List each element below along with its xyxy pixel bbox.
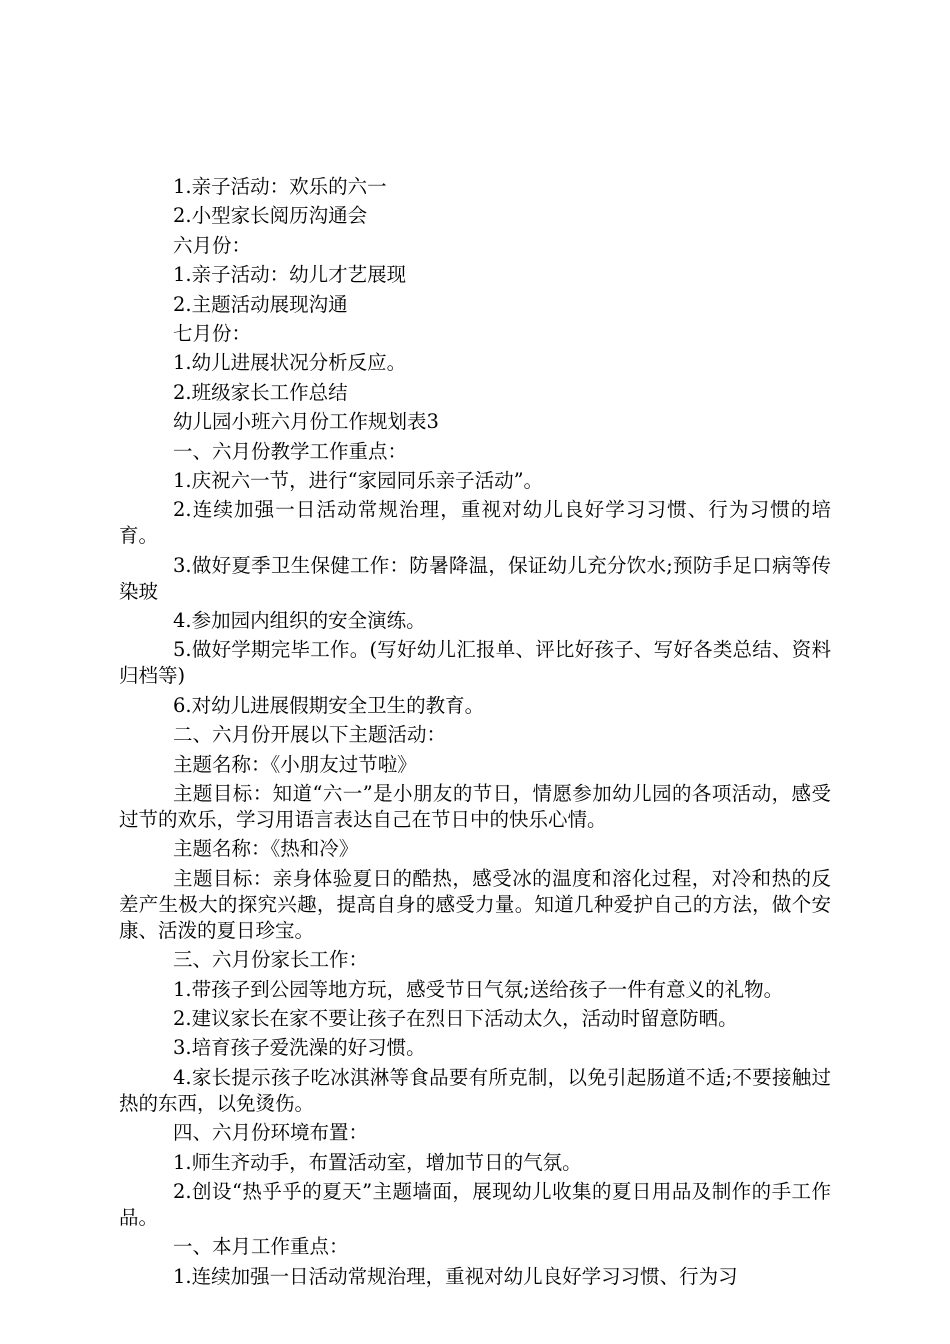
- paragraph: 主题目标：知道“六一”是小朋友的节日，情愿参加幼儿园的各项活动，感受过节的欢乐，学习用语言表达自己在节日中的快乐心情。: [119, 782, 831, 832]
- paragraph: 六月份：: [173, 233, 252, 257]
- paragraph: 2.主题活动展现沟通: [173, 292, 348, 316]
- paragraph: 3.做好夏季卫生保健工作：防暑降温，保证幼儿充分饮水;预防手足口病等传染玻: [119, 553, 831, 603]
- paragraph: 二、六月份开展以下主题活动：: [173, 723, 447, 747]
- paragraph: 三、六月份家长工作：: [173, 948, 369, 972]
- paragraph: 1.带孩子到公园等地方玩，感受节日气氛;送给孩子一件有意义的礼物。: [173, 977, 784, 1001]
- paragraph: 主题目标：亲身体验夏日的酷热，感受冰的温度和溶化过程，对冷和热的反差产生极大的探究兴趣，提高自身的感受力量。知道几种爱护自己的方法，做个安康、活泼的夏日珍宝。: [119, 866, 831, 942]
- paragraph: 4.家长提示孩子吃冰淇淋等食品要有所克制，以免引起肠道不适;不要接触过热的东西，以免烫伤。: [119, 1065, 831, 1115]
- paragraph: 2.创设“热乎乎的夏天”主题墙面，展现幼儿收集的夏日用品及制作的手工作品。: [119, 1179, 831, 1229]
- paragraph: 6.对幼儿进展假期安全卫生的教育。: [173, 693, 485, 717]
- section-title: 幼儿园小班六月份工作规划表3: [173, 410, 439, 434]
- paragraph: 2.连续加强一日活动常规治理，重视对幼儿良好学习习惯、行为习惯的培育。: [119, 498, 831, 548]
- paragraph: 主题名称：《热和冷》: [173, 837, 359, 861]
- paragraph: 1.亲子活动：幼儿才艺展现: [173, 263, 407, 287]
- paragraph: 2.小型家长阅历沟通会: [173, 204, 368, 228]
- paragraph: 1.亲子活动：欢乐的六一: [173, 175, 387, 198]
- paragraph: 七月份：: [173, 321, 252, 345]
- paragraph: 1.庆祝六一节，进行“家园同乐亲子活动”。: [173, 468, 544, 492]
- paragraph: 1.师生齐动手，布置活动室，增加节日的气氛。: [173, 1150, 582, 1174]
- paragraph: 1.幼儿进展状况分析反应。: [173, 351, 407, 375]
- paragraph: 一、本月工作重点：: [173, 1235, 349, 1259]
- paragraph: 2.班级家长工作总结: [173, 380, 348, 404]
- paragraph: 四、六月份环境布置：: [173, 1121, 369, 1145]
- paragraph: 3.培育孩子爱洗澡的好习惯。: [173, 1036, 426, 1060]
- document-body: [119, 174, 831, 1293]
- paragraph: 5.做好学期完毕工作。(写好幼儿汇报单、评比好孩子、写好各类总结、资料归档等): [119, 638, 831, 688]
- paragraph: 主题名称：《小朋友过节啦》: [173, 752, 417, 776]
- paragraph: 2.建议家长在家不要让孩子在烈日下活动太久，活动时留意防晒。: [173, 1006, 738, 1030]
- paragraph: 一、六月份教学工作重点：: [173, 439, 408, 463]
- paragraph: 1.连续加强一日活动常规治理，重视对幼儿良好学习习惯、行为习: [173, 1264, 738, 1288]
- paragraph: 4.参加园内组织的安全演练。: [173, 609, 426, 633]
